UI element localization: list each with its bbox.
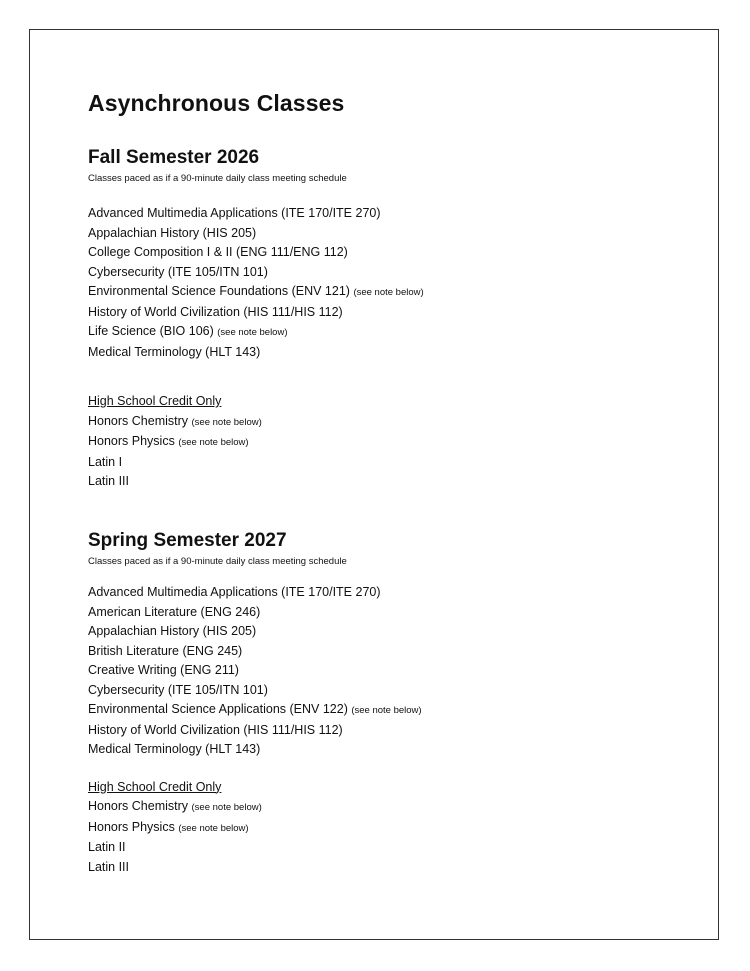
high-school-course-list (88, 797, 688, 877)
course-note: (see note below) (178, 437, 249, 448)
list-item (88, 661, 688, 681)
list-item (88, 472, 688, 492)
list-item (88, 453, 688, 473)
course-name: Environmental Science Applications (ENV 122) (88, 702, 348, 716)
spring-semester-section (88, 530, 688, 877)
course-name: Latin III (88, 859, 129, 874)
list-item (88, 432, 688, 453)
course-name: Honors Physics (88, 434, 175, 448)
course-note: (see note below) (191, 802, 262, 813)
list-item (88, 343, 688, 363)
course-name: Medical Terminology (HLT 143) (88, 344, 261, 359)
page-title: Asynchronous Classes (88, 90, 345, 116)
course-note: (see note below) (353, 287, 424, 298)
course-name: American Literature (ENG 246) (88, 604, 261, 619)
list-item (88, 642, 688, 662)
course-name: Appalachian History (HIS 205) (88, 225, 257, 240)
course-name: Life Science (BIO 106) (88, 324, 214, 338)
course-name: Appalachian History (HIS 205) (88, 624, 257, 638)
course-name: Latin I (88, 454, 123, 469)
course-name: Creative Writing (ENG 211) (88, 663, 239, 677)
high-school-course-list (88, 412, 688, 492)
course-name: Medical Terminology (HLT 143) (88, 742, 261, 756)
course-list (88, 583, 688, 760)
list-item (88, 412, 688, 433)
list-item (88, 681, 688, 701)
list-item (88, 603, 688, 623)
high-school-credit-heading: High School Credit Only (88, 779, 222, 794)
course-name: Honors Chemistry (88, 413, 189, 428)
section-heading: Fall Semester 2026 (88, 147, 260, 168)
list-item (88, 858, 688, 878)
course-name: Cybersecurity (ITE 105/ITN 101) (88, 264, 268, 279)
list-item (88, 282, 688, 303)
course-name: Cybersecurity (ITE 105/ITN 101) (88, 682, 268, 697)
section-heading: Spring Semester 2027 (88, 530, 287, 551)
course-name: Advanced Multimedia Applications (ITE 170/ITE 270) (88, 206, 381, 220)
list-item (88, 700, 688, 721)
list-item (88, 224, 688, 244)
list-item (88, 721, 688, 741)
course-name: History of World Civilization (HIS 111/HIS 112) (88, 304, 343, 319)
course-name: Honors Physics (88, 819, 175, 834)
list-item (88, 303, 688, 323)
high-school-credit-block (88, 778, 688, 878)
list-item (88, 740, 688, 760)
course-note: (see note below) (351, 705, 422, 716)
course-name: Advanced Multimedia Applications (ITE 170/ITE 270) (88, 585, 381, 599)
course-note: (see note below) (191, 416, 262, 428)
course-note: (see note below) (178, 822, 249, 834)
section-subtitle: Classes paced as if a 90-minute daily class meeting schedule (88, 173, 347, 184)
high-school-credit-block (88, 392, 688, 492)
course-name: Latin II (88, 840, 126, 854)
course-list (88, 204, 688, 362)
course-name: College Composition I & II (ENG 111/ENG 112) (88, 245, 348, 259)
list-item (88, 263, 688, 283)
list-item (88, 622, 688, 642)
list-item (88, 322, 688, 343)
course-name: Honors Chemistry (88, 799, 189, 813)
list-item (88, 797, 688, 818)
list-item (88, 583, 688, 603)
course-name: History of World Civilization (HIS 111/HIS 112) (88, 722, 343, 737)
list-item (88, 818, 688, 839)
high-school-credit-heading: High School Credit Only (88, 394, 222, 408)
course-name: British Literature (ENG 245) (88, 643, 243, 658)
course-note: (see note below) (217, 327, 288, 338)
course-name: Latin III (88, 474, 129, 488)
section-subtitle: Classes paced as if a 90-minute daily class meeting schedule (88, 556, 347, 567)
list-item (88, 204, 688, 224)
fall-semester-section (88, 147, 688, 492)
list-item (88, 838, 688, 858)
list-item (88, 243, 688, 263)
course-name: Environmental Science Foundations (ENV 121) (88, 284, 350, 298)
